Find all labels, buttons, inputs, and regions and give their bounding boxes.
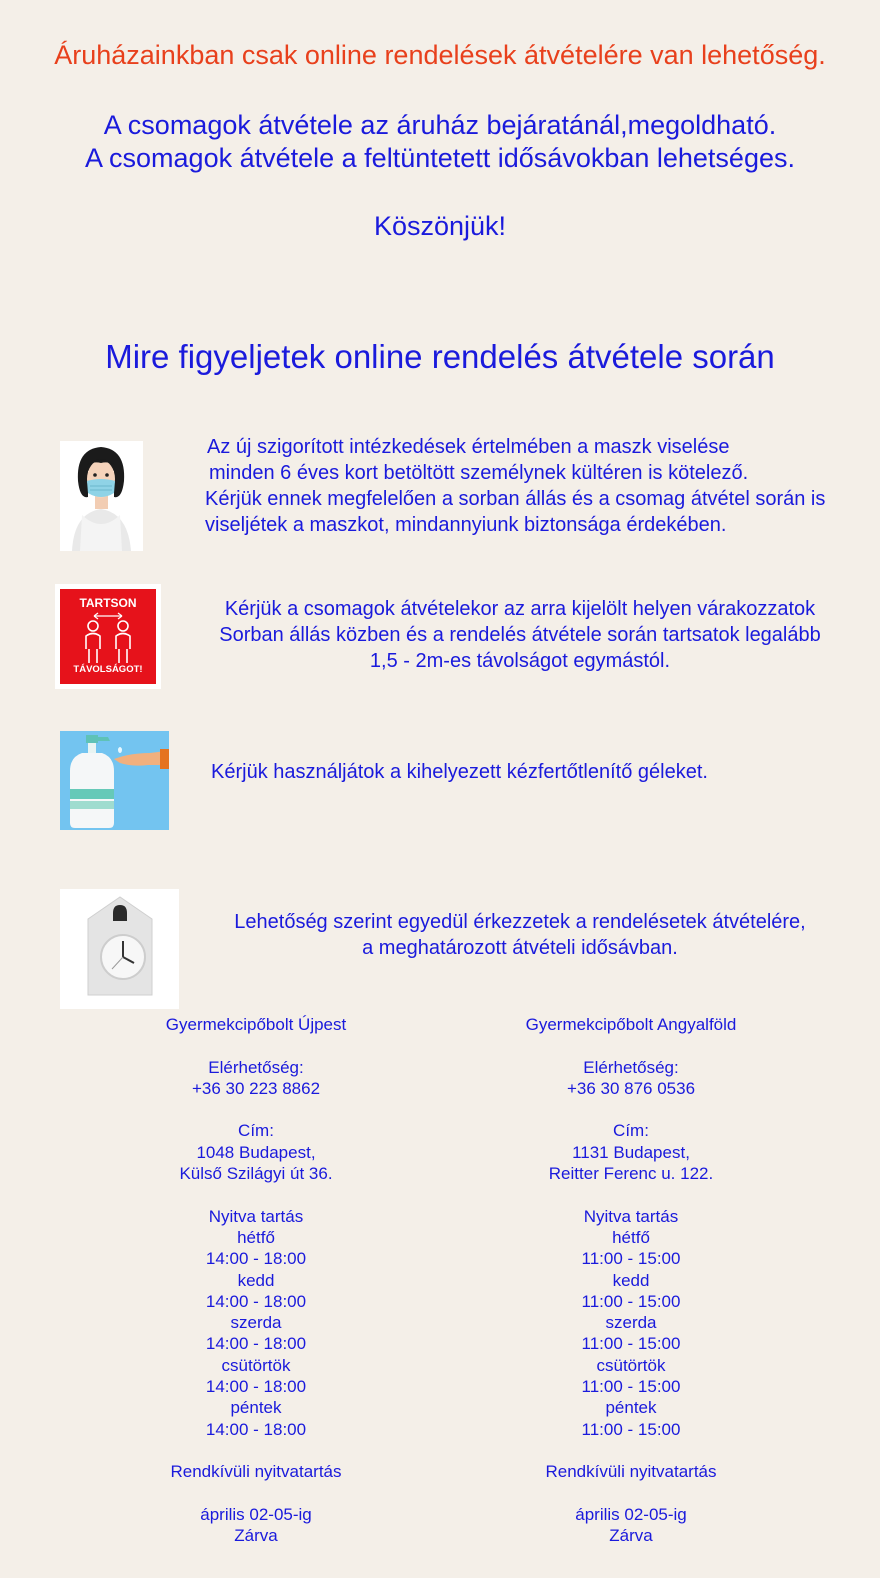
distance-rule-line: Kérjük a csomagok átvételekor az arra kijelölt helyen várakozzatok (224, 598, 816, 620)
distance-rule-line: Sorban állás közben és a rendelés átvétele során tartsatok legalább (219, 624, 821, 646)
masked-woman-icon (60, 441, 143, 551)
phone-number: +36 30 223 8862 (191, 1078, 321, 1098)
hours-day: péntek (605, 1398, 657, 1418)
hours-time: 14:00 - 18:00 (205, 1249, 307, 1269)
hours-day: kedd (237, 1270, 275, 1290)
special-status: Zárva (234, 1526, 278, 1546)
special-status: Zárva (609, 1526, 653, 1546)
alone-rule-line: Lehetőség szerint egyedül érkezzetek a rendelésetek átvételére, (234, 911, 806, 933)
hours-day: hétfő (612, 1227, 650, 1247)
hours-time: 11:00 - 15:00 (581, 1249, 681, 1269)
hours-day: csütörtök (596, 1355, 666, 1375)
hours-time: 11:00 - 15:00 (581, 1377, 681, 1397)
hours-label: Nyitva tartás (208, 1206, 304, 1226)
section-heading: Mire figyeljetek online rendelés átvétele során (105, 338, 775, 375)
distance-rule-line: 1,5 - 2m-es távolságot egymástól. (369, 650, 671, 672)
phone-number: +36 30 876 0536 (566, 1078, 696, 1098)
hours-time: 14:00 - 18:00 (205, 1334, 307, 1354)
store-name: Gyermekcipőbolt Angyalföld (525, 1015, 737, 1034)
hours-time: 11:00 - 15:00 (581, 1291, 681, 1311)
mask-rule-line: viseljétek a maszkot, mindannyiunk biztonsága érdekében. (205, 514, 727, 536)
hours-time: 14:00 - 18:00 (205, 1419, 307, 1439)
store-angyalfold (496, 1014, 766, 1546)
hours-time: 11:00 - 15:00 (581, 1334, 681, 1354)
contact-label: Elérhetőség: (583, 1057, 679, 1077)
alone-rule-line: a meghatározott átvételi idősávban. (362, 937, 678, 959)
hours-time: 14:00 - 18:00 (205, 1377, 307, 1397)
notice-line-2: A csomagok átvétele a feltüntetett idősávokban lehetséges. (85, 143, 795, 173)
hours-time: 11:00 - 15:00 (581, 1419, 681, 1439)
thanks-text: Köszönjük! (373, 211, 507, 241)
hours-day: szerda (230, 1313, 282, 1333)
mask-rule-line: Kérjük ennek megfelelően a sorban állás és a csomag átvétel során is (205, 488, 826, 510)
sign-top-text: TARTSON (79, 596, 137, 610)
mask-rule-text (205, 434, 875, 538)
address-line-1: 1131 Budapest, (572, 1142, 690, 1162)
special-hours-label: Rendkívüli nyitvatartás (545, 1462, 717, 1482)
alert-text: Áruházainkban csak online rendelések átvételére van lehetőség. (54, 40, 826, 70)
address-line-1: 1048 Budapest, (196, 1142, 316, 1162)
notice-line-1: A csomagok átvétele az áruház bejáratánál,megoldható. (103, 110, 777, 140)
address-label: Cím: (613, 1121, 649, 1141)
keep-distance-sign-icon (55, 584, 161, 689)
hours-day: hétfő (237, 1227, 275, 1247)
distance-rule-text (190, 596, 850, 674)
address-label: Cím: (238, 1121, 274, 1141)
store-name: Gyermekcipőbolt Újpest (165, 1015, 347, 1034)
alarm-clock-icon (60, 889, 179, 1009)
address-line-2: Külső Szilágyi út 36. (179, 1164, 333, 1184)
hand-sanitizer-icon (60, 731, 169, 830)
address-line-2: Reitter Ferenc u. 122. (548, 1164, 714, 1184)
mask-rule-line: minden 6 éves kort betöltött személynek kültéren is kötelező. (209, 462, 749, 484)
special-dates: április 02-05-ig (200, 1504, 312, 1524)
hours-time: 14:00 - 18:00 (205, 1291, 307, 1311)
sanitizer-rule-text: Kérjük használjátok a kihelyezett kézfertőtlenítő géleket. (211, 761, 708, 783)
contact-label: Elérhetőség: (208, 1057, 304, 1077)
store-ujpest (126, 1014, 386, 1546)
sign-bottom-text: TÁVOLSÁGOT! (73, 664, 143, 675)
special-dates: április 02-05-ig (575, 1504, 687, 1524)
hours-day: csütörtök (221, 1355, 291, 1375)
alone-rule-text (190, 909, 850, 961)
hours-label: Nyitva tartás (583, 1206, 679, 1226)
mask-rule-line: Az új szigorított intézkedések értelmében a maszk viselése (207, 436, 730, 458)
hours-day: péntek (230, 1398, 282, 1418)
hours-day: kedd (612, 1270, 650, 1290)
hours-day: szerda (605, 1313, 657, 1333)
special-hours-label: Rendkívüli nyitvatartás (170, 1462, 342, 1482)
